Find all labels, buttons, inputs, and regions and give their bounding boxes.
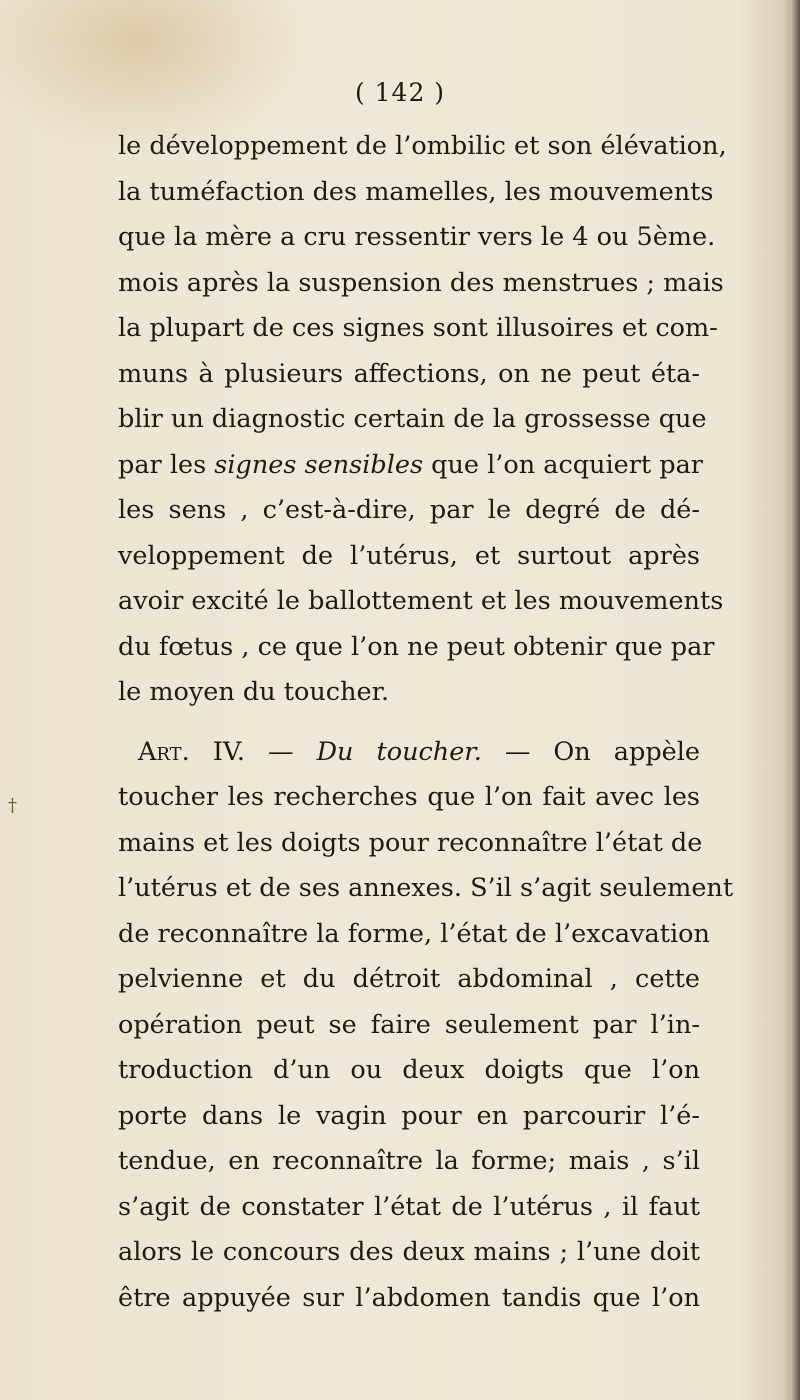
text-line: porte dans le vagin pour en parcourir l’é- xyxy=(118,1100,700,1131)
text-segment: par les xyxy=(118,449,215,480)
text-line: du fœtus , ce que l’on ne peut obtenir que par xyxy=(118,631,715,662)
text-line: mains et les doigts pour reconnaître l’état de xyxy=(118,827,703,858)
text-line: que la mère a cru ressentir vers le 4 ou 5ème. xyxy=(118,222,716,252)
text-line: le développement de l’ombilic et son élévation, xyxy=(118,131,727,161)
text-line: toucher les recherches que l’on fait avec les xyxy=(118,782,700,812)
page-edge-shadow xyxy=(790,0,800,1400)
article-dash: — xyxy=(481,736,554,767)
text-line-mixed xyxy=(118,443,703,489)
text-line: pelvienne et du détroit abdominal , cette xyxy=(118,964,700,994)
margin-ink-mark: † xyxy=(8,795,17,816)
page-number: ( 142 ) xyxy=(354,78,446,107)
text-line: blir un diagnostic certain de la grossesse que xyxy=(118,404,707,434)
text-line: le moyen du toucher. xyxy=(118,677,390,707)
article-first-line-text: On appèle xyxy=(553,736,700,767)
text-line: tendue, en reconnaître la forme; mais , s’il xyxy=(118,1146,700,1176)
text-line: avoir excité le ballottement et les mouvements xyxy=(118,586,724,616)
body-text xyxy=(118,124,734,1321)
text-line: l’utérus et de ses annexes. S’il s’agit seulement xyxy=(118,873,734,903)
article-dash: — xyxy=(244,736,317,767)
article-title: Du toucher. xyxy=(316,736,482,767)
text-line: la tuméfaction des mamelles, les mouvements xyxy=(118,176,714,207)
text-line: muns à plusieurs affections, on ne peut éta- xyxy=(118,358,700,389)
text-line: troduction d’un ou deux doigts que l’on xyxy=(118,1055,700,1085)
text-line: mois après la suspension des menstrues ; mais xyxy=(118,267,724,298)
article-heading-line xyxy=(118,730,700,776)
text-line: opération peut se faire seulement par l’in- xyxy=(118,1009,700,1040)
emphasis-signes-sensibles: signes sensibles xyxy=(214,449,424,480)
text-line: les sens , c’est-à-dire, par le degré de dé- xyxy=(118,495,700,525)
text-line: de reconnaître la forme, l’état de l’excavation xyxy=(118,918,710,949)
text-segment: que l’on acquiert par xyxy=(431,449,703,480)
text-line: être appuyée sur l’abdomen tandis que l’on xyxy=(118,1282,700,1313)
text-line: s’agit de constater l’état de l’utérus , il faut xyxy=(118,1191,700,1222)
text-line: alors le concours des deux mains ; l’une doit xyxy=(118,1237,700,1267)
article-label: Art. IV. xyxy=(138,736,245,767)
text-line: veloppement de l’utérus, et surtout après xyxy=(118,540,700,571)
text-line: la plupart de ces signes sont illusoires et com- xyxy=(118,313,718,343)
